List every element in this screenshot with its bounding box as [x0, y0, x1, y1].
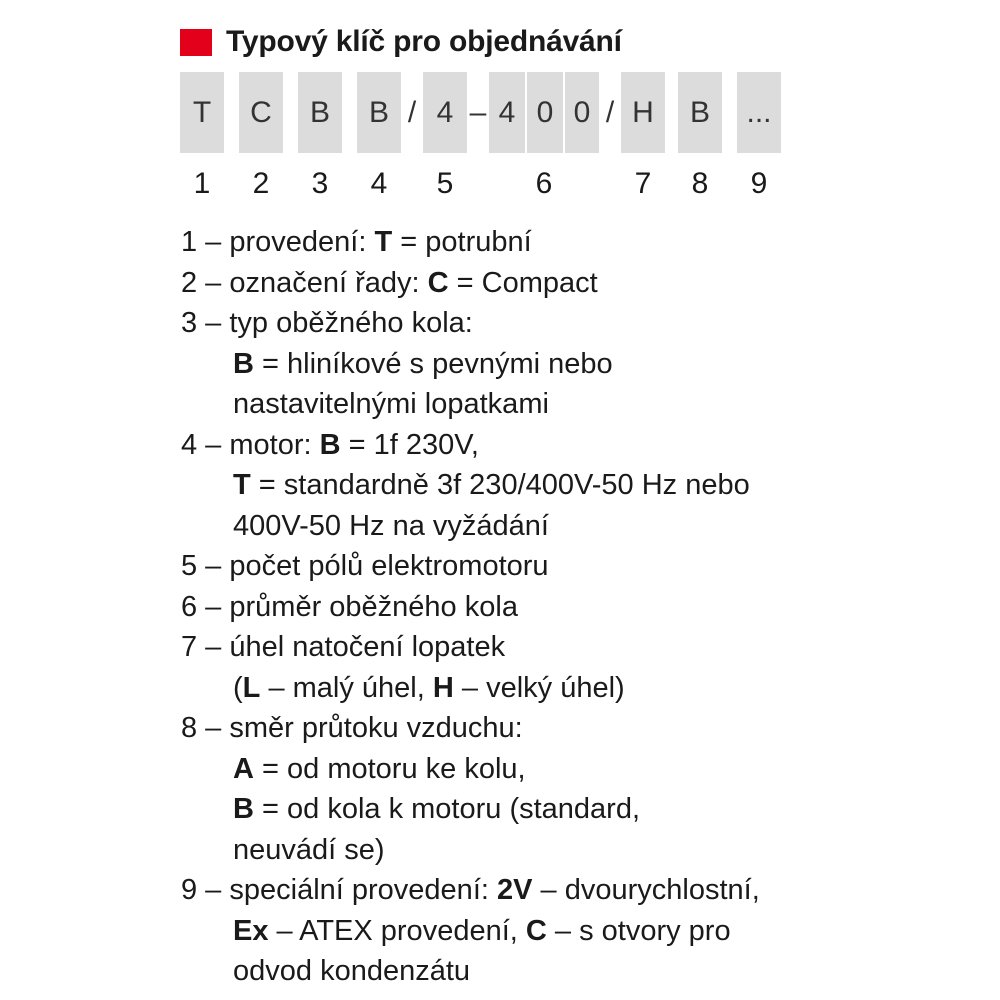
code-box-1: T: [180, 72, 224, 153]
legend-line-5: [181, 546, 981, 587]
legend-line-9: [181, 870, 981, 911]
legend-text: 4 – motor:: [181, 428, 320, 461]
code-box-6c: 0: [565, 72, 599, 153]
position-number: 6: [535, 167, 553, 200]
legend-line-4-option: [181, 465, 981, 506]
legend-line-4-continued: [181, 506, 981, 547]
legend-line-7-options: [181, 668, 981, 709]
legend-text: = hliníkové s pevnými nebo: [253, 347, 613, 380]
legend-text: = potrubní: [392, 226, 532, 258]
legend-line-3-option: [181, 344, 981, 385]
legend-text: – velký úhel): [453, 671, 625, 704]
legend-line-3-continued: [181, 384, 981, 425]
legend-text: (: [233, 671, 243, 704]
legend-code: B: [233, 793, 254, 825]
legend-text: = od kola k motoru (standard,: [253, 793, 641, 825]
legend-line-6: [181, 587, 981, 628]
legend-text: 7 – úhel natočení lopatek: [181, 631, 506, 663]
legend-list: [181, 222, 981, 992]
position-number: 5: [436, 167, 454, 200]
legend-text: = od motoru ke kolu,: [253, 752, 526, 785]
legend-code: B: [319, 428, 341, 461]
position-number: 9: [750, 167, 768, 200]
legend-code: T: [374, 226, 393, 258]
legend-line-7: [181, 627, 981, 668]
legend-line-3: [181, 303, 981, 344]
legend-line-2: [181, 263, 981, 304]
legend-line-9-options: [181, 911, 981, 952]
code-box-3: B: [298, 72, 342, 153]
code-box-9: ...: [737, 72, 781, 153]
code-box-7: H: [621, 72, 665, 153]
legend-text: 6 – průměr oběžného kola: [181, 590, 518, 623]
code-separator-slash: /: [605, 95, 615, 129]
legend-text: 9 – speciální provedení:: [181, 874, 497, 906]
red-square-icon: [180, 29, 212, 56]
legend-text: = Compact: [448, 266, 598, 299]
position-number: 3: [311, 167, 329, 200]
legend-text: – dvourychlostní,: [532, 874, 760, 906]
section-header: [180, 24, 622, 60]
legend-text: 8 – směr průtoku vzduchu:: [181, 712, 523, 744]
code-box-4: B: [357, 72, 401, 153]
legend-code: C: [525, 914, 547, 947]
legend-text: neuvádí se): [233, 833, 385, 866]
legend-text: = 1f 230V,: [340, 428, 479, 461]
legend-line-4: [181, 425, 981, 466]
legend-code: C: [427, 266, 449, 299]
position-number: 8: [691, 167, 709, 200]
code-box-8: B: [678, 72, 722, 153]
legend-line-8: [181, 708, 981, 749]
legend-code: H: [432, 671, 454, 704]
code-box-5: 4: [423, 72, 467, 153]
code-box-6a: 4: [489, 72, 525, 153]
legend-code: 2V: [496, 874, 533, 906]
code-box-2: C: [239, 72, 283, 153]
code-separator-slash: /: [407, 95, 417, 129]
legend-text: nastavitelnými lopatkami: [233, 388, 549, 420]
code-box-6b: 0: [527, 72, 563, 153]
position-number: 1: [193, 167, 211, 200]
legend-text: – s otvory pro: [546, 914, 731, 947]
legend-code: T: [233, 469, 251, 501]
legend-text: 3 – typ oběžného kola:: [181, 307, 473, 339]
code-separator-dash: –: [469, 95, 487, 129]
legend-code: A: [233, 752, 254, 785]
legend-code: Ex: [233, 914, 269, 947]
position-number: 4: [370, 167, 388, 200]
legend-text: 400V-50 Hz na vyžádání: [233, 509, 549, 542]
legend-text: 5 – počet pólů elektromotoru: [181, 550, 549, 582]
section-title: Typový klíč pro objednávání: [226, 25, 622, 58]
legend-text: 1 – provedení:: [181, 226, 375, 258]
legend-text: – malý úhel,: [260, 671, 433, 704]
legend-code: L: [242, 671, 261, 704]
legend-line-9-continued: [181, 951, 981, 992]
position-number: 2: [252, 167, 270, 200]
legend-text: – ATEX provedení,: [268, 914, 526, 947]
legend-text: = standardně 3f 230/400V-50 Hz nebo: [250, 469, 750, 501]
legend-line-1: [181, 222, 981, 263]
legend-text: 2 – označení řady:: [181, 266, 428, 299]
legend-line-8-continued: [181, 830, 981, 871]
legend-line-8-option-b: [181, 789, 981, 830]
legend-line-8-option-a: [181, 749, 981, 790]
position-number: 7: [634, 167, 652, 200]
legend-text: odvod kondenzátu: [233, 955, 471, 987]
legend-code: B: [233, 347, 254, 380]
